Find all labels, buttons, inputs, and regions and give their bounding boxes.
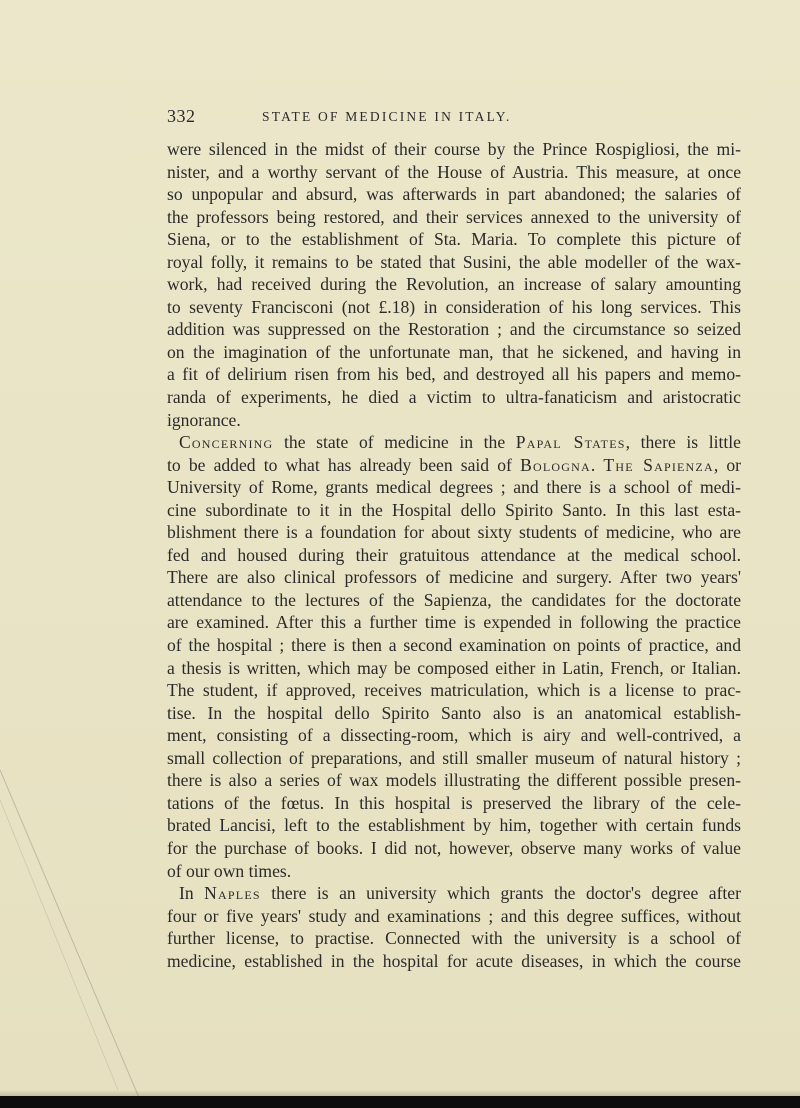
page-number: 332 (167, 106, 196, 126)
text-line: cine subordinate to it in the Hospital dello Spirito Santo. In this last esta- (167, 499, 741, 520)
text-line: ignorance. (167, 409, 241, 430)
text-line: of our own times. (167, 860, 292, 881)
paragraph-3 (167, 882, 741, 972)
small-caps-term: Naples (204, 883, 261, 904)
text-line: were silenced in the midst of their course by the Prince Rospigliosi, the mi- (167, 139, 741, 159)
small-caps-lead: Concerning (179, 432, 274, 453)
paragraph-1 (167, 138, 741, 431)
text-line: University of Rome, grants medical degrees ; and there is a school of medi- (167, 477, 741, 498)
body-text (167, 138, 741, 972)
text-line: the professors being restored, and their services annexed to the university of (167, 206, 741, 227)
inline-text: there is an university which grants the doctor's degree after (260, 883, 741, 904)
small-caps-term: Bologna (520, 454, 591, 475)
inline-text: , there is little (625, 432, 741, 453)
text-line: randa of experiments, he died a victim to ultra-fanaticism and aristocratic (167, 387, 741, 408)
scan-edge (0, 1096, 800, 1108)
text-line: fed and housed during their gratuitous attendance at the medical school. (167, 544, 741, 565)
text-line: medicine, established in the hospital for acute diseases, in which the course (167, 950, 741, 971)
text-line: tations of the fœtus. In this hospital is preserved the library of the cele- (167, 792, 741, 813)
text-line: so unpopular and absurd, was afterwards in part abandoned; the salaries of (167, 184, 741, 205)
small-caps-term: Papal States (515, 432, 626, 453)
inline-text: In (179, 883, 205, 904)
running-head: STATE OF MEDICINE IN ITALY. (262, 109, 512, 124)
text-line: to seventy Francisconi (not £.18) in consideration of his long services. This (167, 296, 741, 317)
paragraph-2 (167, 431, 741, 882)
text-line: brated Lancisi, left to the establishment by him, together with certain funds (167, 815, 741, 836)
text-line: are examined. After this a further time is expended in following the practice (167, 612, 741, 633)
text-line: a thesis is written, which may be composed either in Latin, French, or Italian. (167, 657, 741, 678)
text-line (167, 882, 741, 905)
text-line: on the imagination of the unfortunate man, that he sickened, and having in (167, 341, 741, 362)
small-caps-term: The Sapienza (603, 454, 714, 475)
text-line: attendance to the lectures of the Sapienza, the candidates for the doctorate (167, 589, 741, 610)
inline-text: . (590, 454, 604, 475)
inline-text: the state of medicine in the (273, 432, 516, 453)
text-line: tise. In the hospital dello Spirito Santo also is an anatomical establish- (167, 702, 741, 723)
text-line: of the hospital ; there is then a second examination on points of practice, and (167, 635, 741, 656)
text-line: addition was suppressed on the Restoration ; and the circumstance so seized (167, 319, 741, 340)
text-line: There are also clinical professors of medicine and surgery. After two years' (167, 567, 741, 588)
text-line: royal folly, it remains to be stated that Susini, the able modeller of the wax- (167, 251, 741, 272)
text-line: small collection of preparations, and still smaller museum of natural history ; (167, 747, 741, 768)
text-line: work, had received during the Revolution, an increase of salary amounting (167, 274, 741, 295)
text-line (167, 431, 741, 454)
text-line: there is also a series of wax models illustrating the different possible presen- (167, 770, 741, 791)
text-line (167, 454, 741, 477)
text-line: ment, consisting of a dissecting-room, which is airy and well-contrived, a (167, 725, 741, 746)
text-line: four or five years' study and examinations ; and this degree suffices, without (167, 905, 741, 926)
text-line: blishment there is a foundation for about sixty students of medicine, who are (167, 522, 741, 543)
text-line: for the purchase of books. I did not, however, observe many works of value (167, 837, 741, 858)
page-header (167, 106, 742, 130)
inline-text: , or (713, 454, 742, 475)
inline-text: to be added to what has already been said of (167, 454, 521, 475)
text-line: nister, and a worthy servant of the House of Austria. This measure, at once (167, 161, 741, 182)
text-line: The student, if approved, receives matriculation, which is a license to prac- (167, 680, 741, 701)
text-line: a fit of delirium risen from his bed, and destroyed all his papers and memo- (167, 364, 741, 385)
text-line: Siena, or to the establishment of Sta. Maria. To complete this picture of (167, 229, 741, 250)
text-line: further license, to practise. Connected with the university is a school of (167, 928, 741, 949)
